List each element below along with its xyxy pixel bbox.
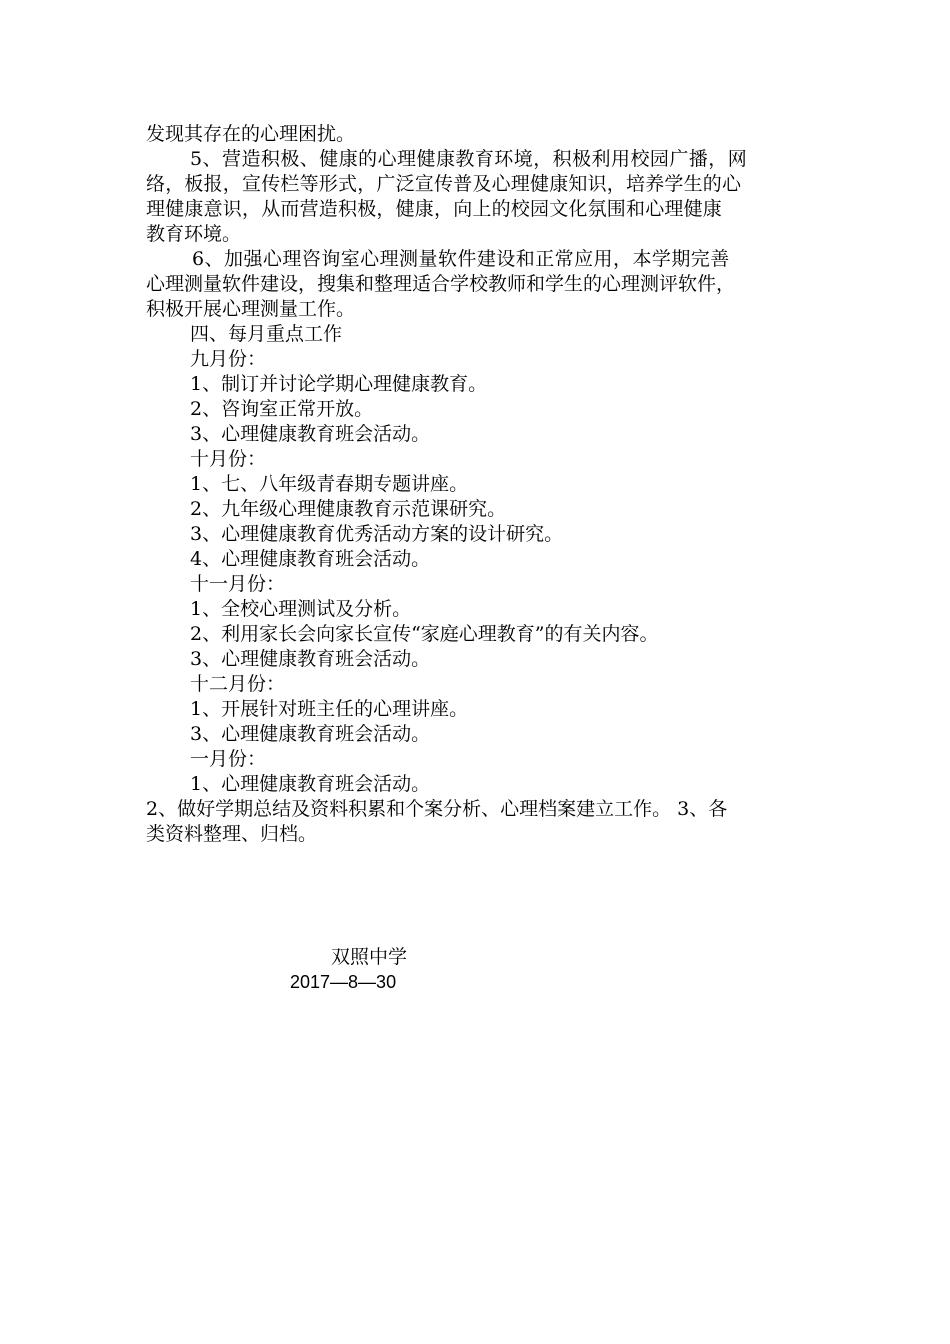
list-item: 3、心理健康教育班会活动。 (190, 423, 431, 445)
paragraph-line: 教育环境。 (146, 223, 242, 245)
month-heading: 十二月份： (190, 673, 286, 695)
paragraph-line: 5、营造积极、健康的心理健康教育环境，积极利用校园广播，网 (190, 148, 748, 170)
month-heading: 九月份： (190, 348, 267, 370)
list-item: 3、心理健康教育优秀活动方案的设计研究。 (190, 523, 564, 545)
paragraph-line: 类资料整理、归档。 (146, 823, 318, 845)
list-item: 1、七、八年级青春期专题讲座。 (190, 473, 469, 495)
paragraph-line: 发现其存在的心理困扰。 (146, 123, 356, 145)
month-heading: 十一月份： (190, 573, 286, 595)
list-item: 2、咨询室正常开放。 (190, 398, 374, 420)
list-item: 2、九年级心理健康教育示范课研究。 (190, 498, 507, 520)
list-item: 1、全校心理测试及分析。 (190, 598, 412, 620)
list-item: 1、制订并讨论学期心理健康教育。 (190, 373, 488, 395)
paragraph-line: 积极开展心理测量工作。 (146, 298, 356, 320)
paragraph-line: 理健康意识，从而营造积极，健康，向上的校园文化氛围和心理健康 (146, 198, 723, 220)
month-heading: 一月份： (190, 748, 267, 770)
signature-school: 双照中学 (331, 946, 408, 968)
list-item: 3、心理健康教育班会活动。 (190, 648, 431, 670)
month-heading: 十月份： (190, 448, 267, 470)
paragraph-line: 6、加强心理咨询室心理测量软件建设和正常应用，本学期完善 (192, 248, 730, 270)
list-item: 2、利用家长会向家长宣传“家庭心理教育”的有关内容。 (190, 623, 659, 645)
paragraph-line: 心理测量软件建设，搜集和整理适合学校教师和学生的心理测评软件， (146, 273, 736, 295)
list-item: 4、心理健康教育班会活动。 (190, 548, 431, 570)
section-heading: 四、每月重点工作 (190, 323, 343, 345)
signature-date: 2017—8—30 (290, 972, 397, 992)
document-body (146, 122, 818, 847)
list-item: 3、心理健康教育班会活动。 (190, 723, 431, 745)
list-item: 1、开展针对班主任的心理讲座。 (190, 698, 469, 720)
paragraph-line: 络，板报，宣传栏等形式，广泛宣传普及心理健康知识，培养学生的心 (146, 173, 742, 195)
paragraph-line: 2、做好学期总结及资料积累和个案分析、心理档案建立工作。 3、各 (146, 798, 728, 820)
list-item: 1、心理健康教育班会活动。 (190, 773, 431, 795)
